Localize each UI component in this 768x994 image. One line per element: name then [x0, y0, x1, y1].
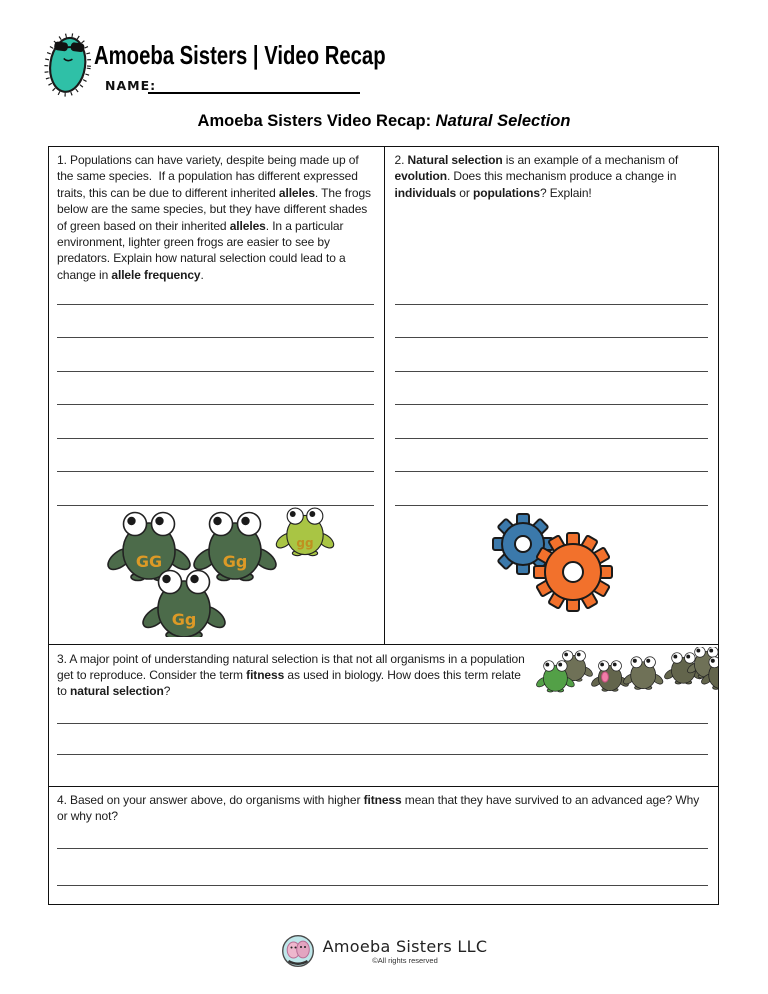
page-title-prefix: Amoeba Sisters Video Recap: [197, 112, 436, 130]
answer-line [57, 439, 374, 473]
footer-text [323, 934, 488, 965]
answer-line [395, 305, 709, 339]
question-1-answer-lines [57, 271, 374, 506]
answer-line [57, 305, 374, 339]
answer-line [57, 472, 374, 506]
amoeba-sunglasses-icon [40, 24, 96, 100]
name-label: NAME: [105, 78, 157, 93]
answer-line [57, 815, 708, 849]
amoeba-sisters-circle-icon [281, 934, 315, 968]
answer-line [57, 690, 708, 724]
answer-line [57, 372, 374, 406]
footer [0, 934, 768, 968]
answer-line [395, 372, 709, 406]
question-table [48, 146, 719, 905]
question-3-cell [49, 646, 718, 787]
footer-rights-notice: ©All rights reserved [372, 956, 438, 965]
question-1-cell [49, 147, 385, 644]
gears-icon [491, 512, 619, 614]
answer-line [395, 338, 709, 372]
answer-line [57, 405, 374, 439]
footer-company-name: Amoeba Sisters LLC [322, 937, 488, 956]
question-2-answer-lines [395, 271, 709, 506]
question-1-text: 1. Populations can have variety, despite being made up of the same species. If a population has different expressed traits, this can be due to different inherited alleles. The frogs below are the same species, but they have different shades of green based on their inherited alleles. In a particular environment, lighter green frogs are easier to see by predators. Explain how natural selection could lead to a change in allele frequency. [57, 153, 371, 282]
question-3-answer-lines [57, 690, 708, 755]
frog-genotype-label: Gg [222, 552, 248, 571]
answer-line [395, 439, 709, 473]
name-blank-line [148, 77, 360, 94]
answer-line [395, 405, 709, 439]
frog-genotype-label: GG [135, 552, 163, 571]
question-2-text: 2. Natural selection is an example of a mechanism of evolution. Does this mechanism produce a change in individuals or populations? Explain! [394, 153, 679, 200]
answer-line [57, 338, 374, 372]
question-4-text: 4. Based on your answer above, do organisms with higher fitness mean that they have survived to an advanced age? Why or why not? [57, 793, 700, 824]
table-row-1 [49, 147, 718, 645]
question-4-cell [49, 787, 718, 904]
frog-genotypes-illustration [107, 505, 339, 637]
page-title [0, 112, 768, 131]
frog-genotype-label: gg [296, 536, 314, 550]
frog-tongue [602, 672, 609, 682]
brand-title: Amoeba Sisters | Video Recap [94, 40, 386, 70]
answer-line [57, 849, 708, 886]
frog-genotype-label: Gg [171, 610, 197, 629]
question-3-text: 3. A major point of understanding natural selection is that not all organisms in a population get to reproduce. Consider the term fitness as used in biology. How does this term relate to natural selection? [57, 651, 525, 699]
answer-line [57, 271, 374, 305]
question-4-answer-lines [57, 815, 708, 886]
answer-line [395, 271, 709, 305]
page-title-topic: Natural Selection [435, 112, 571, 130]
question-2-cell [387, 147, 719, 644]
answer-line [57, 724, 708, 755]
answer-line [395, 472, 709, 506]
